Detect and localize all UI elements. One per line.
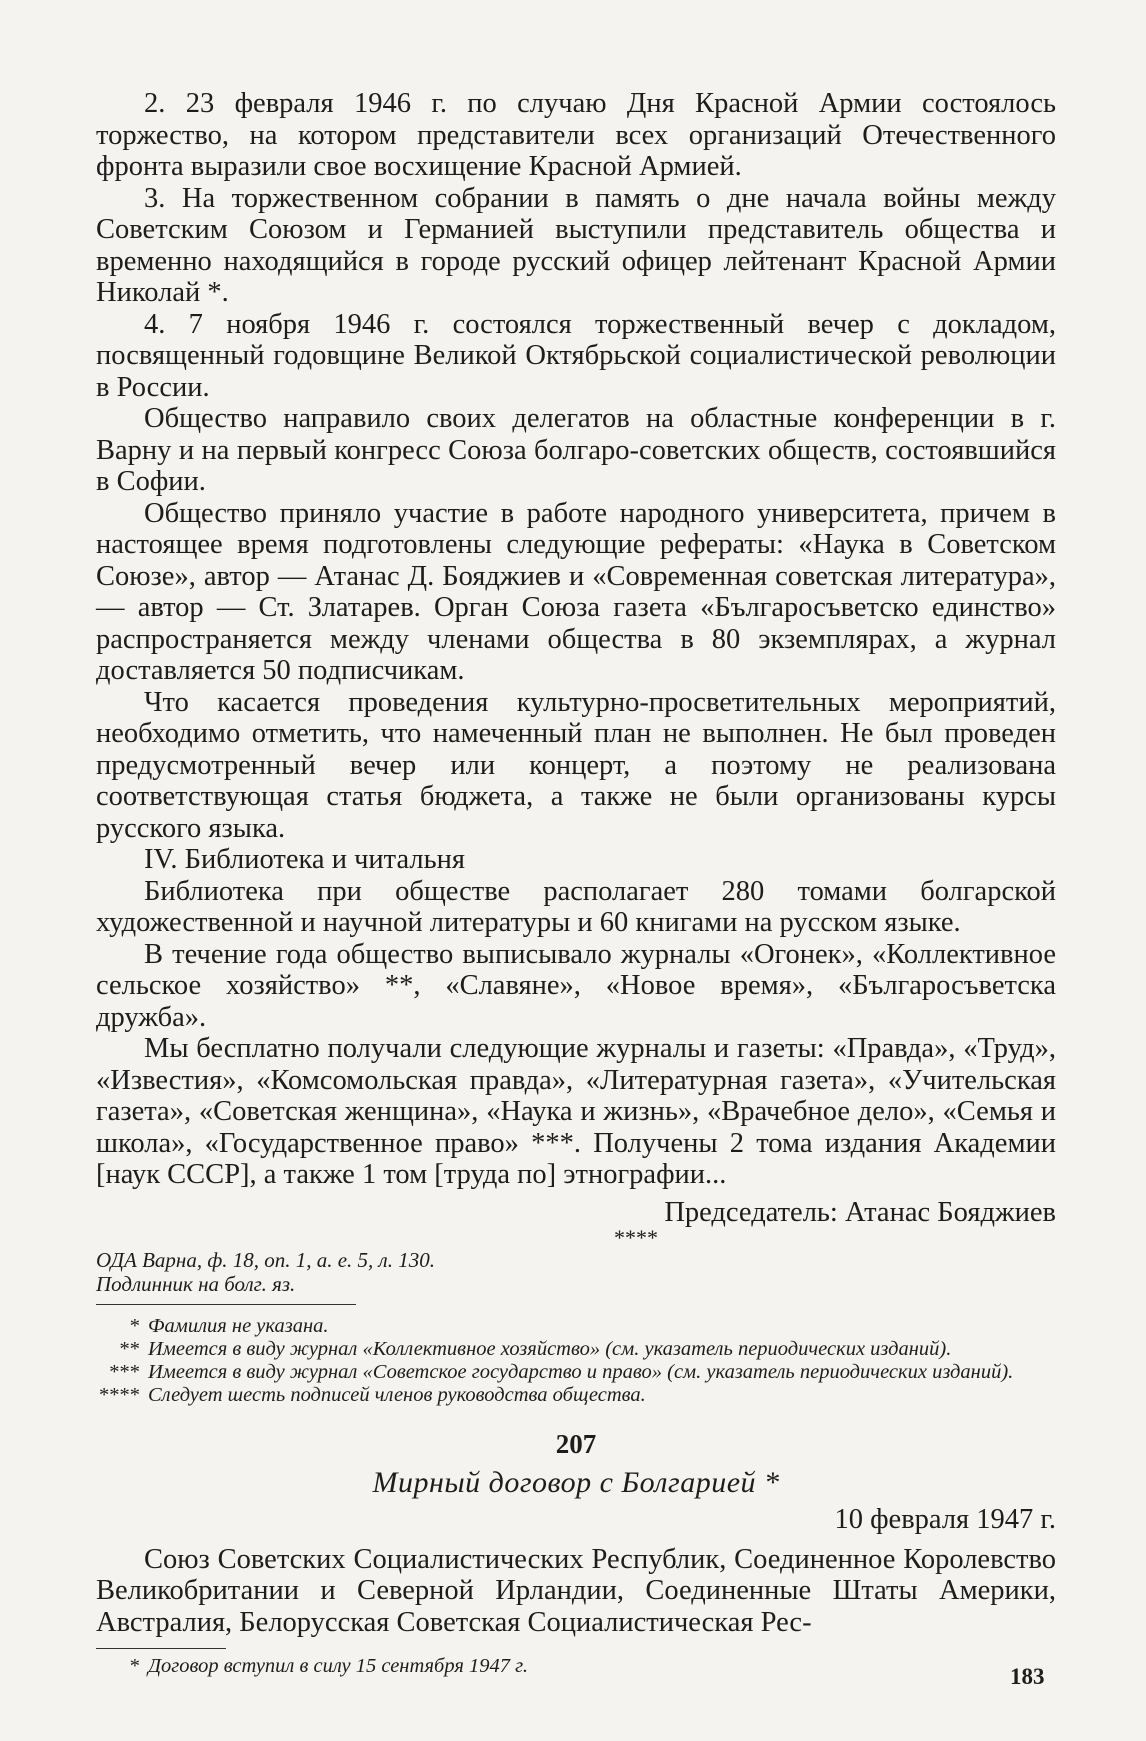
footnote-text: Договор вступил в силу 15 сентября 1947 г.: [148, 1655, 528, 1677]
footnote-item: [96, 1338, 1056, 1361]
footnotes-list: [96, 1315, 1056, 1407]
footnote-marker: ****: [99, 1384, 140, 1406]
page-number: 183: [1010, 1664, 1045, 1689]
document-date: 10 февраля 1947 г.: [834, 1504, 1056, 1535]
main-text: [96, 88, 1056, 1678]
footnote-marker: **: [119, 1338, 140, 1360]
footnote-text: Следует шесть подписей членов руководства общества.: [148, 1384, 646, 1406]
footnote-text: Фамилия не указана.: [148, 1315, 329, 1337]
document-title: Мирный договор с Болгарией *: [372, 1465, 780, 1499]
paragraph-cultural-events: Что касается проведения культурно-просветительных мероприятий, необходимо отметить, что намеченный план не выполнен. Не был проведен предусмотренный вечер или концерт, а поэтому не реализована соответствующая статья бюджета, а также не были организованы курсы русского языка.: [96, 686, 1056, 844]
section-heading-library: IV. Библиотека и читальня: [144, 844, 465, 875]
page-footnote-divider: [96, 1648, 226, 1649]
document-number: 207: [555, 1429, 597, 1459]
signature: Председатель: Атанас Бояджиев: [664, 1196, 1056, 1228]
footnote-text: Имеется в виду журнал «Советское государство и право» (см. указатель периодических изданий).: [148, 1361, 1014, 1383]
paragraph-subscriptions: В течение года общество выписывало журналы «Огонек», «Коллективное сельское хозяйство» **, «Славяне», «Новое время», «Българосъветска дружба».: [96, 938, 1056, 1033]
footnote-divider: [96, 1304, 356, 1305]
treaty-preamble: Союз Советских Социалистических Республик, Соединенное Королевство Великобритании и Северной Ирландии, Соединенные Штаты Америки, Австралия, Белорусская Советская Социалистическая Рес-: [96, 1543, 1056, 1638]
footnote-item: [96, 1315, 1056, 1338]
paragraph-library: Библиотека при обществе располагает 280 томами болгарской художественной и научной литературы и 60 книгами на русском языке.: [96, 875, 1056, 938]
footnote-marker: *: [129, 1655, 140, 1677]
paragraph-item-3: 3. На торжественном собрании в память о дне начала войны между Советским Союзом и Германией выступили представитель общества и временно находящийся в городе русский офицер лейтенант Красной Армии Николай *.: [96, 182, 1056, 308]
paragraph-delegates: Общество направило своих делегатов на областные конференции в г. Варну и на первый конгресс Союза болгаро-советских обществ, состоявшийся в Софии.: [96, 403, 1056, 497]
footnote-text: Имеется в виду журнал «Коллективное хозяйство» (см. указатель периодических изданий).: [148, 1338, 952, 1360]
page-footnote: [96, 1655, 1056, 1678]
footnote-item: [96, 1361, 1056, 1384]
paragraph-free-periodicals: Мы бесплатно получали следующие журналы и газеты: «Правда», «Труд», «Известия», «Комсомольская правда», «Литературная газета», «Учительская газета», «Советская женщина», «Наука и жизнь», «Врачебное дело», «Семья и школа», «Государственное право» ***. Получены 2 тома издания Академии [наук СССР], а также 1 том [труда по] этнографии...: [96, 1033, 1056, 1190]
footnote-marker: ***: [109, 1361, 140, 1383]
signature-marker: ****: [614, 1225, 658, 1250]
footnote-marker: *: [129, 1315, 140, 1337]
archive-reference: ОДА Варна, ф. 18, оп. 1, а. е. 5, л. 130.: [96, 1248, 435, 1272]
footnote-item: [96, 1384, 1056, 1407]
paragraph-item-4: 4. 7 ноября 1946 г. состоялся торжественный вечер с докладом, посвященный годовщине Великой Октябрьской социалистической революции в России.: [96, 308, 1056, 403]
archive-original-note: Подлинник на болг. яз.: [96, 1272, 296, 1296]
paragraph-item-2: 2. 23 февраля 1946 г. по случаю Дня Красной Армии состоялось торжество, на котором представители всех организаций Отечественного фронта выразили свое восхищение Красной Армией.: [96, 88, 1056, 182]
paragraph-university: Общество приняло участие в работе народного университета, причем в настоящее время подготовлены следующие рефераты: «Наука в Советском Союзе», автор — Атанас Д. Бояджиев и «Современная советская литература»,— автор — Ст. Златарев. Орган Союза газета «Българосъветско единство» распространяется между членами общества в 80 экземплярах, а журнал доставляется 50 подписчикам.: [96, 497, 1056, 686]
footnote-item: [96, 1655, 1056, 1678]
